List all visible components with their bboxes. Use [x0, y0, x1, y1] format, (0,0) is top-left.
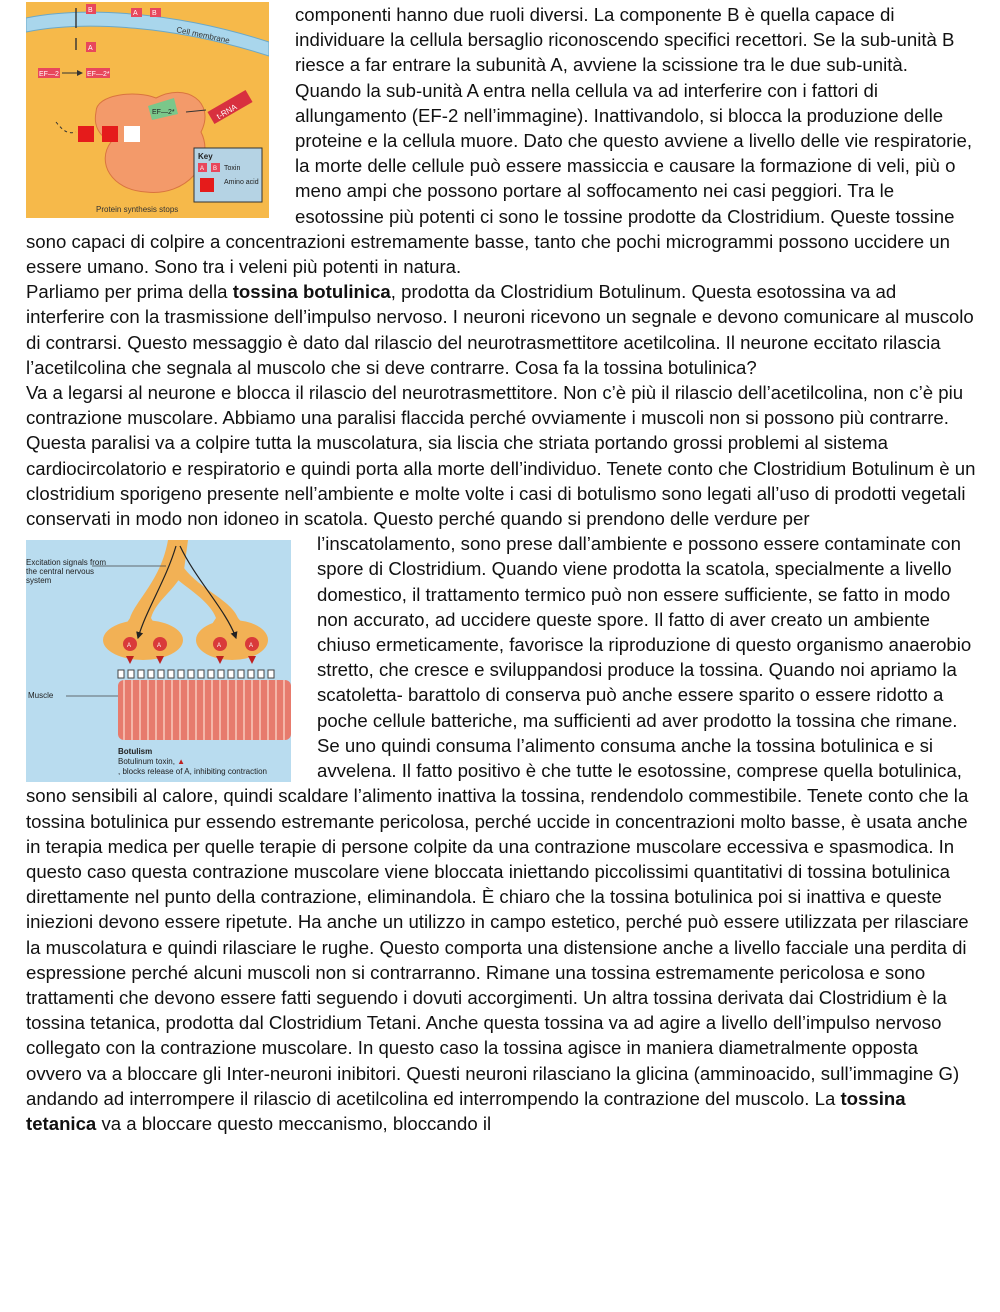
svg-text:EF—2*: EF—2*: [152, 109, 175, 116]
synapse-left: [103, 620, 183, 660]
botulism-title: Botulism: [118, 747, 153, 757]
amino-acid-2: [102, 126, 118, 142]
svg-text:A: A: [133, 10, 138, 17]
svg-text:Amino acid: Amino acid: [224, 179, 259, 186]
svg-text:A: A: [200, 166, 205, 172]
figure-protein-synthesis: [26, 2, 269, 218]
svg-text:A: A: [217, 643, 222, 650]
svg-text:B: B: [213, 166, 218, 172]
svg-text:EF—2: EF—2: [39, 71, 59, 78]
excitation-label: Excitation signals from the central nervous system: [26, 558, 107, 586]
svg-text:EF—2*: EF—2*: [87, 71, 110, 78]
paragraph-3: Va a legarsi al neurone e blocca il rilascio del neurotrasmettitore. Non c’è più il rilascio dell’acetilcolina, non c’è piu contrazione muscolare. Abbiamo una paralisi flaccida perché ovviamente i muscoli non si possono più contrarre. Questa paralisi va a colpire tutta la muscolatura, sia liscia che striata portando grossi problemi al sistema cardiocircolatorio e respiratorio e quindi porta alla morte dell’individuo. Tenete conto che Clostridium Botulinum è un clostridium sporigeno presente nell’ambiente e molte volte i casi di botulismo sono legati all’uso di prodotti vegetali conservati in modo non idoneo in scatola. Questo perché quando si prendono delle verdure per: [26, 382, 976, 530]
key-amino-acid: [200, 178, 214, 192]
cell-membrane-label: Cell membrane: [175, 25, 231, 46]
svg-text:A: A: [157, 643, 162, 650]
protein-synthesis-diagram: [26, 2, 269, 218]
figure1-caption: Protein synthesis stops: [96, 205, 179, 214]
svg-text:Key: Key: [198, 152, 213, 161]
botulinum-toxin-term: tossina botulinica: [232, 281, 391, 303]
svg-text:A: A: [249, 643, 254, 650]
svg-text:B: B: [152, 10, 157, 17]
muscle-striations: [124, 680, 284, 740]
amino-acid-1: [78, 126, 94, 142]
svg-text:B: B: [88, 7, 93, 14]
document-page: [26, 2, 976, 1136]
paragraph-4: l’inscatolamento, sono prese dall’ambiente e possono essere contaminate con spore di Clostridium. Quando viene prodotta la scatola, specialmente a livello domestico, il trattamento termico può non essere sufficiente, se fatto in modo non accurato, ad uccidere queste spore. Il fatto di aver creato un ambiente chiuso ermeticamente, favorisce la riproduzione di questo organismo anaerobio stretto, che cresce e sviluppandosi produce la tossina. Quando noi apriamo la scatoletta- barattolo di conserva può anche essere sparito o essere ridotto a poche cellule batteriche, ma sufficienti ad aver prodotto la tossina che rimane. Se uno quindi consuma l’alimento consuma anche la tossina botulinica e si avvelena. Il fatto positivo è che tutte le esotossine, comprese quella botulinica, sono sensibili al calore, quindi scaldare l’alimento inattiva la tossina, rendendolo commestibile. Tenete conto che la tossina botulinica pur essendo estremante pericolosa, perché uccide in concentrazioni molto basse, è usata anche in terapia medica per quelle terapie di persone colpite da una contrazione muscolare eccessiva e spasmodica. In questo caso questa contrazione muscolare viene bloccata iniettando piccolissimi quantitativi di tossina botulinica direttamente nel punto della contrazione, eliminandola. È chiaro che la tossina botulinica poi si inattiva e queste iniezioni devono essere ripetute. Ha anche un utilizzo in campo estetico, perché può essere utilizzata per rilasciare la muscolatura e quindi rilasciare le rughe. Questo comporta una distensione anche a livello facciale una perdita di espressione perché alcuni muscoli non si contrarranno. Rimane una tossina estremamente pericolosa e sono trattamenti che devono essere fatti seguendo i dovuti accorgimenti. Un altra tossina derivata dai Clostridium è la tossina tetanica, prodotta dal Clostridium Tetani. Anche questa tossina va ad agire a livello dell’impulso nervoso collegato con la contrazione muscolare. In questo caso la tossina agisce in maniera diametralmente opposta ovvero va a bloccare gli Inter-neuroni inibitori. Questi neuroni rilasciano la glicina (amminoacido, sull’immagine G) andando ad interrompere il rilascio di acetilcolina ed interrompendo la contrazione del muscolo. La tossina tetanica va a bloccare questo meccanismo, bloccando il: [26, 533, 972, 1134]
svg-text:Toxin: Toxin: [224, 165, 241, 172]
muscle-label: Muscle: [28, 691, 54, 701]
paragraph-2: Parliamo per prima della tossina botulinica, prodotta da Clostridium Botulinum. Questa esotossina va ad interferire con la trasmissione dell’impulso nervoso. I neuroni ricevono un segnale e devono comunicare al muscolo di contrarsi. Questo messaggio è dato dal rilascio del neurotrasmettitore acetilcolina. Il neurone eccitato rilascia l’acetilcolina che segnala al muscolo che si deve contrarre. Cosa fa la tossina botulinica?: [26, 281, 974, 378]
botulism-diagram: [26, 540, 291, 782]
figure-botulism: [26, 540, 291, 782]
amino-acid-3: [124, 126, 140, 142]
botulism-caption-2: , blocks release of A, inhibiting contraction: [118, 767, 267, 777]
svg-text:A: A: [127, 643, 132, 650]
paragraph-1: componenti hanno due ruoli diversi. La componente B è quella capace di individuare la cellula bersaglio riconoscendo specifici recettori. Se la sub-unità B riesce a far entrare la subunità A, avviene la scissione tra le due sub-unità. Quando la sub-unità A entra nella cellula va ad interferire con i fattori di allungamento (EF-2 nell’immagine). Inattivandolo, si blocca la produzione delle proteine e la cellula muore. Dato che questo avviene a livello delle vie respiratorie, la morte delle cellule può essere massiccia e causare la formazione di veli, più o meno ampi che possono portare al soffocamento nei casi peggiori. Tra le esotossine più potenti ci sono le tossine prodotte da Clostridium. Queste tossine sono capaci di colpire a concentrazioni estremamente basse, tanto che pochi microgrammi possono uccidere un essere umano. Sono tra i veleni più potenti in natura.: [26, 4, 972, 278]
svg-text:t-RNA: t-RNA: [215, 102, 239, 122]
tetanus-toxin-term: tossina tetanica: [26, 1087, 906, 1134]
botulism-caption-1: Botulinum toxin, ▲: [118, 757, 186, 767]
svg-text:A: A: [88, 45, 93, 52]
